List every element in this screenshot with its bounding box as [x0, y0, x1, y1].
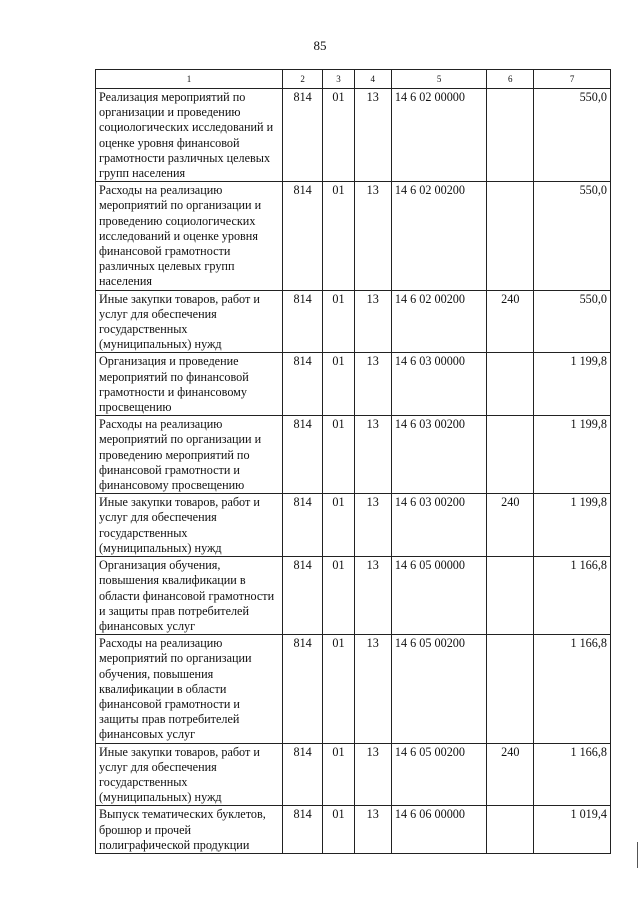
- expense-type-cell: 240: [487, 290, 534, 353]
- header-cell: 1: [96, 70, 283, 89]
- expense-type-cell: 240: [487, 743, 534, 806]
- section-code-cell: 01: [323, 557, 354, 635]
- section-code-cell: 01: [323, 353, 354, 416]
- page-number: 85: [313, 38, 327, 53]
- subsection-code-cell: 13: [354, 416, 391, 494]
- table-row: [96, 743, 611, 806]
- department-code-cell: 814: [282, 182, 322, 290]
- amount-cell: 1 199,8: [534, 416, 611, 494]
- amount-cell: 1 199,8: [534, 494, 611, 557]
- table-row: [96, 635, 611, 743]
- header-cell: 2: [282, 70, 322, 89]
- amount-cell: 550,0: [534, 89, 611, 182]
- section-code-cell: 01: [323, 743, 354, 806]
- header-cell: 5: [391, 70, 487, 89]
- target-article-cell: 14 6 06 00000: [391, 806, 487, 854]
- header-cell: 3: [323, 70, 354, 89]
- expense-name-cell: Расходы на реализацию мероприятий по организации и проведению социологических исследований и оценке уровня финансовой грамотности различных целевых групп населения: [96, 182, 283, 290]
- header-cell: 6: [487, 70, 534, 89]
- table-row: [96, 416, 611, 494]
- amount-cell: 1 019,4: [534, 806, 611, 854]
- amount-cell: 1 199,8: [534, 353, 611, 416]
- target-article-cell: 14 6 02 00000: [391, 89, 487, 182]
- table-row: [96, 557, 611, 635]
- expense-name-cell: Выпуск тематических буклетов, брошюр и прочей полиграфической продукции: [96, 806, 283, 854]
- target-article-cell: 14 6 05 00000: [391, 557, 487, 635]
- target-article-cell: 14 6 02 00200: [391, 290, 487, 353]
- department-code-cell: 814: [282, 806, 322, 854]
- section-code-cell: 01: [323, 416, 354, 494]
- expense-name-cell: Реализация мероприятий по организации и проведению социологических исследований и оценке уровня финансовой грамотности различных целевых групп населения: [96, 89, 283, 182]
- department-code-cell: 814: [282, 353, 322, 416]
- expense-name-cell: Расходы на реализацию мероприятий по организации обучения, повышения квалификации в области финансовой грамотности и защиты прав потребителей финансовых услуг: [96, 635, 283, 743]
- header-row: [96, 70, 611, 89]
- target-article-cell: 14 6 02 00200: [391, 182, 487, 290]
- section-code-cell: 01: [323, 635, 354, 743]
- section-code-cell: 01: [323, 89, 354, 182]
- subsection-code-cell: 13: [354, 290, 391, 353]
- table-row: [96, 182, 611, 290]
- subsection-code-cell: 13: [354, 557, 391, 635]
- subsection-code-cell: 13: [354, 89, 391, 182]
- target-article-cell: 14 6 05 00200: [391, 743, 487, 806]
- table-row: [96, 494, 611, 557]
- subsection-code-cell: 13: [354, 353, 391, 416]
- expense-name-cell: Организация обучения, повышения квалификации в области финансовой грамотности и защиты прав потребителей финансовых услуг: [96, 557, 283, 635]
- target-article-cell: 14 6 03 00200: [391, 494, 487, 557]
- section-code-cell: 01: [323, 182, 354, 290]
- section-code-cell: 01: [323, 290, 354, 353]
- department-code-cell: 814: [282, 557, 322, 635]
- header-cell: 4: [354, 70, 391, 89]
- amount-cell: 1 166,8: [534, 635, 611, 743]
- expense-type-cell: 240: [487, 494, 534, 557]
- table-row: [96, 290, 611, 353]
- expense-type-cell: [487, 353, 534, 416]
- target-article-cell: 14 6 03 00000: [391, 353, 487, 416]
- department-code-cell: 814: [282, 494, 322, 557]
- table-row: [96, 806, 611, 854]
- expense-name-cell: Организация и проведение мероприятий по финансовой грамотности и финансовому просвещению: [96, 353, 283, 416]
- table-body: [96, 89, 611, 854]
- table-row: [96, 89, 611, 182]
- expense-name-cell: Иные закупки товаров, работ и услуг для обеспечения государственных (муниципальных) нужд: [96, 743, 283, 806]
- subsection-code-cell: 13: [354, 743, 391, 806]
- subsection-code-cell: 13: [354, 182, 391, 290]
- expense-type-cell: [487, 89, 534, 182]
- expense-type-cell: [487, 416, 534, 494]
- target-article-cell: 14 6 03 00200: [391, 416, 487, 494]
- budget-table: [95, 69, 611, 854]
- department-code-cell: 814: [282, 416, 322, 494]
- department-code-cell: 814: [282, 290, 322, 353]
- subsection-code-cell: 13: [354, 635, 391, 743]
- section-code-cell: 01: [323, 494, 354, 557]
- subsection-code-cell: 13: [354, 494, 391, 557]
- amount-cell: 550,0: [534, 182, 611, 290]
- amount-cell: 1 166,8: [534, 557, 611, 635]
- expense-type-cell: [487, 635, 534, 743]
- department-code-cell: 814: [282, 89, 322, 182]
- expense-type-cell: [487, 557, 534, 635]
- expense-name-cell: Расходы на реализацию мероприятий по организации и проведению мероприятий по финансовой грамотности и финансовому просвещению: [96, 416, 283, 494]
- subsection-code-cell: 13: [354, 806, 391, 854]
- table-row: [96, 353, 611, 416]
- header-cell: 7: [534, 70, 611, 89]
- section-code-cell: 01: [323, 806, 354, 854]
- department-code-cell: 814: [282, 635, 322, 743]
- expense-type-cell: [487, 182, 534, 290]
- department-code-cell: 814: [282, 743, 322, 806]
- target-article-cell: 14 6 05 00200: [391, 635, 487, 743]
- expense-name-cell: Иные закупки товаров, работ и услуг для обеспечения государственных (муниципальных) нужд: [96, 494, 283, 557]
- amount-cell: 550,0: [534, 290, 611, 353]
- expense-name-cell: Иные закупки товаров, работ и услуг для обеспечения государственных (муниципальных) нужд: [96, 290, 283, 353]
- expense-type-cell: [487, 806, 534, 854]
- amount-cell: 1 166,8: [534, 743, 611, 806]
- scan-edge-mark: [637, 842, 638, 868]
